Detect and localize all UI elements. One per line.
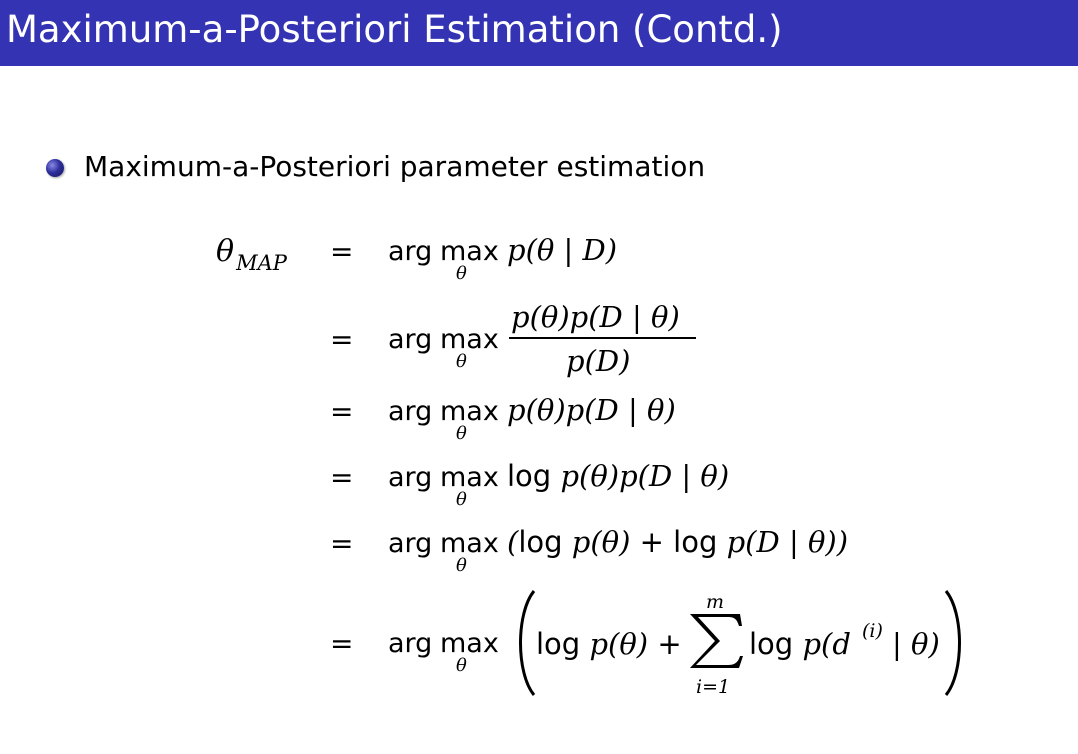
line5-log-1: log bbox=[518, 525, 563, 559]
argmax-sub: θ bbox=[456, 351, 467, 372]
line5-p-theta: p(θ) bbox=[571, 525, 631, 559]
line6-superscript: (i) bbox=[862, 620, 883, 642]
equals-sign-4: = bbox=[330, 461, 354, 494]
argmax-arg: arg bbox=[388, 628, 433, 659]
equals-sign-6: = bbox=[330, 627, 354, 660]
argmax-max: max bbox=[440, 324, 499, 355]
argmax-max: max bbox=[440, 236, 499, 267]
equals-sign-3: = bbox=[330, 395, 354, 428]
argmax-6 bbox=[388, 624, 502, 686]
argmax-max: max bbox=[440, 396, 499, 427]
bullet-icon bbox=[46, 159, 64, 177]
equals-sign-1: = bbox=[330, 235, 354, 268]
lhs-subscript: MAP bbox=[236, 251, 287, 275]
argmax-sub: θ bbox=[456, 263, 467, 284]
sum-lower-limit: i=1 bbox=[696, 676, 731, 698]
line5-log-2: log bbox=[673, 525, 718, 559]
slide-header bbox=[0, 0, 1078, 66]
argmax-arg: arg bbox=[388, 236, 433, 267]
line5-open-paren: ( bbox=[507, 525, 519, 559]
argmax-2 bbox=[388, 320, 502, 382]
line5-p-d-theta: p(D | θ)) bbox=[726, 525, 849, 559]
line5-rhs bbox=[507, 522, 848, 562]
argmax-3 bbox=[388, 392, 502, 454]
argmax-arg: arg bbox=[388, 462, 433, 493]
line6-part1 bbox=[536, 624, 682, 664]
argmax-max: max bbox=[440, 462, 499, 493]
argmax-sub: θ bbox=[456, 655, 467, 676]
line6-p-theta: p(θ) bbox=[589, 627, 649, 661]
line4-rhs bbox=[507, 456, 729, 496]
argmax-max: max bbox=[440, 528, 499, 559]
line6-plus: + bbox=[657, 627, 682, 661]
argmax-4 bbox=[388, 458, 502, 520]
line4-expr: p(θ)p(D | θ) bbox=[560, 459, 730, 493]
argmax-sub: θ bbox=[456, 423, 467, 444]
equals-sign-2: = bbox=[330, 323, 354, 356]
line6-p-d: p(d bbox=[802, 627, 851, 661]
line5-plus: + bbox=[639, 525, 664, 559]
slide-title: Maximum-a-Posteriori Estimation (Contd.) bbox=[6, 8, 783, 51]
argmax-arg: arg bbox=[388, 396, 433, 427]
line6-log-2: log bbox=[749, 627, 794, 661]
argmax-arg: arg bbox=[388, 324, 433, 355]
line6-log-1: log bbox=[536, 627, 581, 661]
line1-rhs: p(θ | D) bbox=[507, 233, 618, 267]
argmax-arg: arg bbox=[388, 528, 433, 559]
summation-icon bbox=[688, 612, 744, 670]
line3-rhs: p(θ)p(D | θ) bbox=[507, 393, 676, 427]
argmax-5 bbox=[388, 524, 502, 586]
argmax-sub: θ bbox=[456, 555, 467, 576]
bullet-text: Maximum-a-Posteriori parameter estimation bbox=[84, 150, 706, 183]
equals-sign-5: = bbox=[330, 527, 354, 560]
argmax-1 bbox=[388, 232, 502, 294]
line4-log: log bbox=[507, 459, 552, 493]
line6-part2 bbox=[749, 624, 851, 664]
line2-numerator: p(θ)p(D | θ) bbox=[511, 300, 680, 334]
line2-denominator: p(D) bbox=[566, 344, 631, 378]
argmax-max: max bbox=[440, 628, 499, 659]
big-right-paren bbox=[940, 588, 970, 698]
lhs-theta: θ bbox=[216, 234, 235, 269]
argmax-sub: θ bbox=[456, 489, 467, 510]
line6-given-theta: | θ) bbox=[892, 627, 940, 661]
fraction-bar bbox=[509, 337, 696, 339]
sum-upper-limit: m bbox=[706, 591, 725, 613]
equation-lhs bbox=[216, 232, 287, 283]
